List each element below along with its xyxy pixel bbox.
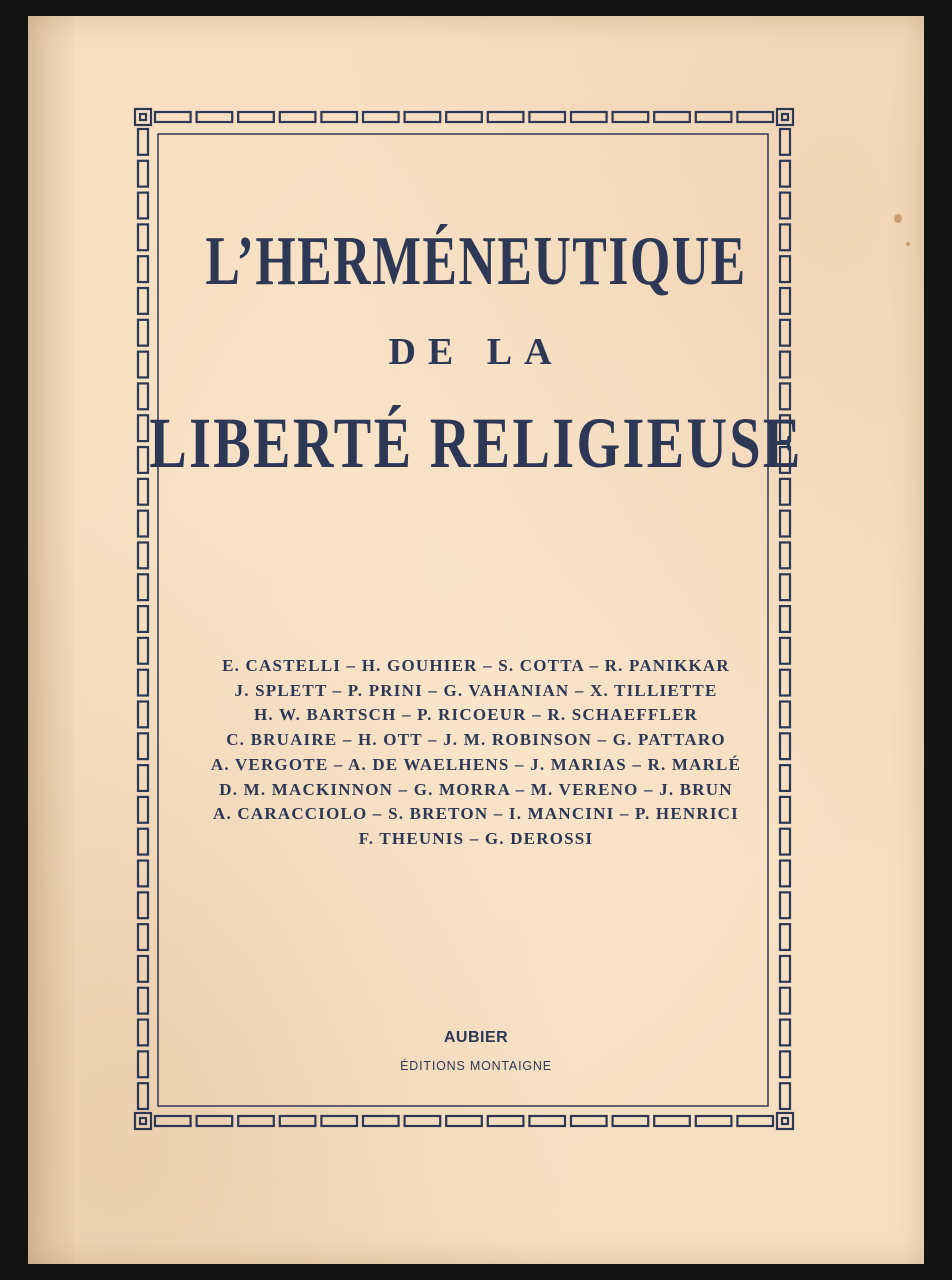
border-link [138,956,148,982]
border-link [138,574,148,600]
border-link [197,1116,233,1126]
border-corner [135,109,151,125]
border-link [321,1116,357,1126]
border-link [654,112,690,122]
border-link [780,606,790,632]
border-link [138,542,148,568]
border-link [696,1116,732,1126]
title-line-3: LIBERTÉ RELIGIEUSE [149,403,803,483]
border-link [138,1083,148,1109]
border-link [780,574,790,600]
border-link [780,511,790,537]
author-line: C. BRUAIRE – H. OTT – J. M. ROBINSON – G. PATTARO [226,730,726,750]
border-link [696,112,732,122]
border-link [446,112,482,122]
border-link [780,861,790,887]
border-link [780,892,790,918]
border-link [571,1116,607,1126]
author-line: F. THEUNIS – G. DEROSSI [358,828,594,848]
border-link [780,1083,790,1109]
border-link [405,112,441,122]
border-link [446,1116,482,1126]
border-link [613,112,649,122]
border-link [488,112,524,122]
border-link [737,1116,773,1126]
border-link [280,1116,316,1126]
border-link [780,924,790,950]
border-link [780,161,790,187]
border-link [238,112,274,122]
border-link [138,511,148,537]
border-link [529,112,565,122]
author-line: H. W. BARTSCH – P. RICOEUR – R. SCHAEFFLER [253,705,699,725]
border-link [571,112,607,122]
border-corner [135,1113,151,1129]
author-line: E. CASTELLI – H. GOUHIER – S. COTTA – R. PANIKKAR [222,656,730,675]
border-link [529,1116,565,1126]
border-link [405,1116,441,1126]
border-link [321,112,357,122]
border-corner-center [140,1118,146,1124]
title-line-2: DE LA [388,331,564,373]
border-link [138,988,148,1014]
border-link [363,112,399,122]
author-line: A. VERGOTE – A. DE WAELHENS – J. MARIAS – R. MARLÉ [210,754,742,774]
publisher-imprint: ÉDITIONS MONTAIGNE [400,1059,552,1073]
publisher-name: AUBIER [443,1029,509,1046]
border-corner [777,1113,793,1129]
border-link [780,129,790,155]
border-link [197,112,233,122]
border-link [238,1116,274,1126]
border-link [138,861,148,887]
border-link [155,1116,191,1126]
border-link [138,129,148,155]
border-link [654,1116,690,1126]
border-link [780,193,790,219]
border-link [780,542,790,568]
border-corner-center [782,1118,788,1124]
border-link [138,606,148,632]
title-line-1: L’HERMÉNEUTIQUE [205,223,747,300]
border-corner-center [140,114,146,120]
border-link [363,1116,399,1126]
border-link [155,112,191,122]
border-link [780,988,790,1014]
border-link [138,161,148,187]
border-link [138,892,148,918]
border-corner [777,109,793,125]
border-link [737,112,773,122]
border-link [613,1116,649,1126]
border-link [780,956,790,982]
border-corner-center [782,114,788,120]
border-link [138,924,148,950]
border-link [280,112,316,122]
author-line: J. SPLETT – P. PRINI – G. VAHANIAN – X. TILLIETTE [234,680,718,700]
author-list [0,654,952,852]
author-line: D. M. MACKINNON – G. MORRA – M. VERENO – J. BRUN [219,779,733,799]
border-link [138,193,148,219]
author-line: A. CARACCIOLO – S. BRETON – I. MANCINI – P. HENRICI [213,804,739,824]
border-link [488,1116,524,1126]
